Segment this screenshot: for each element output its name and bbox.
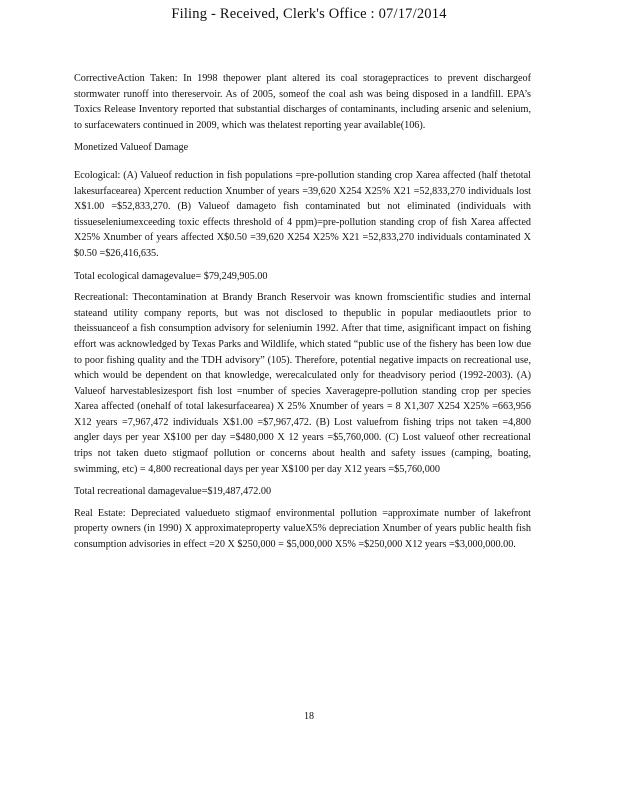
filing-header: Filing - Received, Clerk's Office : 07/17/2014 [171,6,447,22]
monetized-heading: Monetized Valueof Damage [74,142,189,154]
real-estate-paragraph: Real Estate: Depreciated valuedueto stigmaof environmental pollution =approximate number of lakefront property owners (in 1990) X approximateproperty valueX5% depreciation Xnumber of years public health fish consumption advisories in effect =20 X $250,000 = $5,000,000 X5% =$250,000 X12 years =$3,000,000.00. [74,507,531,551]
recreational-total: Total recreational damagevalue=$19,487,472.00 [74,486,272,498]
recreational-paragraph: Recreational: Thecontamination at Brandy Branch Reservoir was known fromscientific studies and internal stateand utility company reports, but was not disclosed to thepublic in popular mediaoutlets prior to theissuanceof a fish consumption advisory for seleniumin 1992. After that time, asignificant impact on fishing effort was acknowledged by Texas Parks and Wildlife, which stated “public use of the fishery has been low due to poor fishing quality and the TDH advisory” (105). Therefore, potential negative impacts on recreational use, which would be dependent on that knowledge, werecalculated only for theadvisory period (1992-2003). (A) Valueof harvestablesizesport fish lost =number of species Xaveragepre-pollution standing crop per species Xarea affected (onehalf of total lakesurfacearea) X 25% Xnumber of years = 8 X1,307 X254 X25% =663,956 X12 years =7,967,472 individuals X$1.00 =$7,967,472. (B) Lost valuefrom fishing trips not taken =4,800 angler days per year X$100 per day =$480,000 X 12 years =$5,760,000. (C) Lost valueof other recreational trips not taken dueto stigmaof pollution or concerns about health and safety issues (camping, boating, swimming, etc) = 4,800 recreational days per year X$100 per day X12 years =$5,760,000 [74,292,531,475]
corrective-action-paragraph: CorrectiveAction Taken: In 1998 thepower plant altered its coal storagepractices to prevent dischargeof stormwater runoff into thereservoir. As of 2005, someof the coal ash was being disposed in a landfill. EPA’s Toxics Release Inventory reported that substantial discharges of contaminants, including arsenic and selenium, to surfacewaters continued in 2009, which was thelatest reporting year available(106). [74,73,531,131]
ecological-paragraph: Ecological: (A) Valueof reduction in fish populations =pre-pollution standing crop Xarea affected (half thetotal lakesurfacearea) Xpercent reduction Xnumber of years =39,620 X254 X25% X21 =52,833,270 individuals lost X$1.00 =$52,833,270. (B) Valueof damageto fish contaminated but not eliminated (individuals with tissueseleniumexceeding toxic effects threshold of 4 ppm)=pre-pollution standing crop of fish Xarea affected X25% Xnumber of years affected X$0.50 =39,620 X254 X25% X21 =52,833,270 individuals contaminated X $0.50 =$26,416,635. [74,169,531,259]
page-number: 18 [304,711,314,722]
document-body [74,71,531,560]
ecological-total: Total ecological damagevalue= $79,249,905.00 [74,270,268,282]
